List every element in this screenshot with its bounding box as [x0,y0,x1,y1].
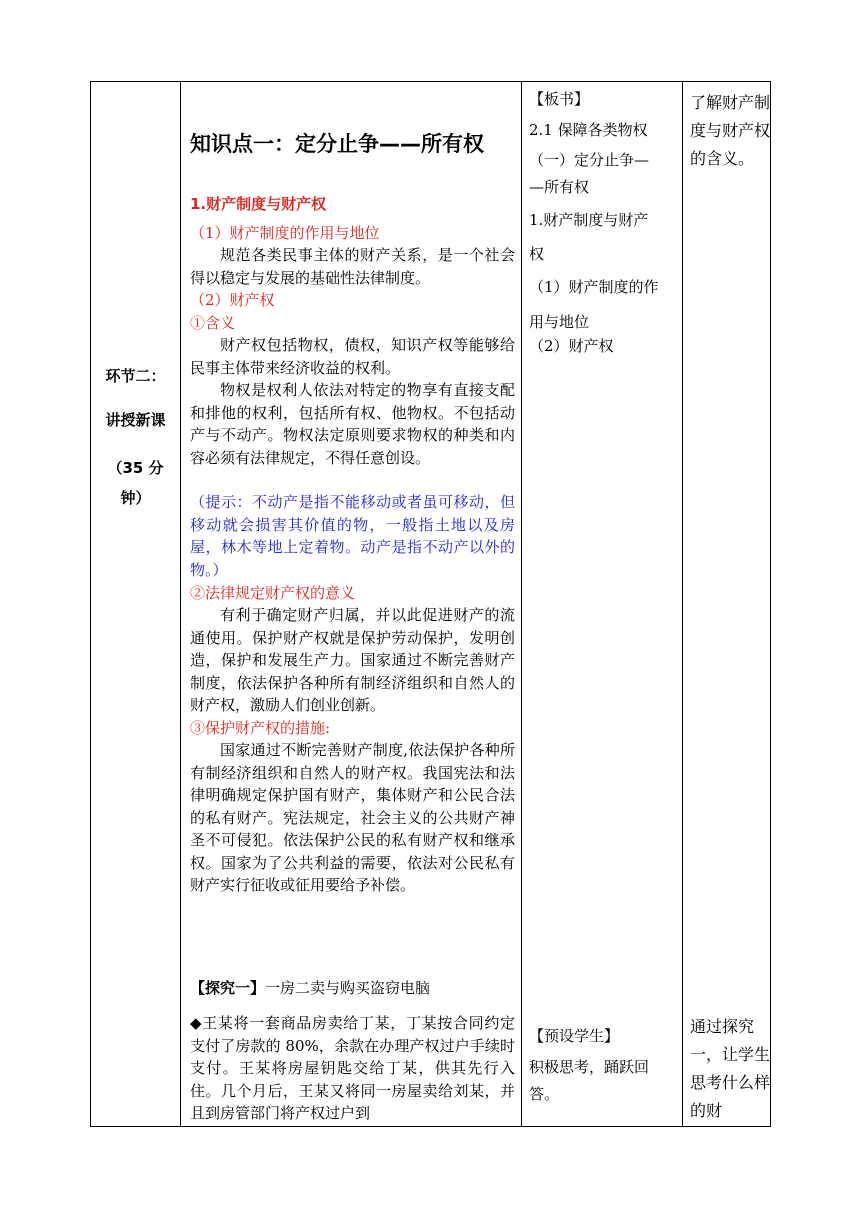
board-line-2a: （一）定分止争— [529,151,650,169]
explore-tag: 【探究一】 [190,979,266,997]
subheading-property-right: （2）财产权 [190,291,275,309]
board-tag: 【板书】 [529,90,590,108]
board-line-3b: 权 [529,245,545,263]
student-tag: 【预设学生】 [529,1027,620,1045]
section-title-wrap [91,410,180,430]
board-line-1: 2.1 保障各类物权 [529,121,648,139]
section-time-line1: （35 分 [107,459,164,477]
paragraph-meaning: 财产权包括物权，债权，知识产权等能够给民事主体带来经济收益的权利。 [190,336,515,377]
case-paragraph: ◆王某将一套商品房卖给丁某，丁某按合同约定支付了房款的 80%，余款在办理产权过户手续时支付。王某将房屋钥匙交给丁某，供其先行入住。几个月后，王某又将同一房屋卖给刘某，并且到房管部门将产权过户到 [190,1014,515,1122]
explore-heading [190,977,515,999]
paragraph-real-right: 物权是权利人依法对特定的物享有直接支配和排他的权利，包括所有权、他物权。不包括动产与不动产。物权法定原则要求物权的种类和内容必须有法律规定，不得任意创设。 [190,381,515,467]
goal-understand: 了解财产制度与财产权的含义。 [690,93,771,168]
student-line-b: 答。 [529,1085,560,1103]
board-line-3a: 1.财产制度与财产 [529,211,649,229]
paragraph-significance: 有利于确定财产归属，并以此促进财产的流通使用。保护财产权就是保护劳动保护，发明创造，保护和发展生产力。国家通过不断完善财产制度，依法保护各种所有制经济组织和自然人的财产权，激励人们创业创新。 [190,606,515,714]
item-significance: ②法律规定财产权的意义 [190,584,356,602]
section-cell [91,82,180,1126]
board-line-5: （2）财产权 [529,337,614,355]
section-title: 讲授新课 [105,411,166,429]
hint-paragraph: （提示：不动产是指不能移动或者虽可移动，但移动就会损害其价值的物，一般指土地以及房屋，林木等地上定着物。动产是指不动产以外的物。） [190,493,515,579]
explore-title: 一房二卖与购买盗窃电脑 [265,979,431,997]
board-cell [521,82,682,1126]
subheading-property-system: 1.财产制度与财产权 [190,195,327,213]
section-name: 环节二： [105,367,166,385]
paragraph-measures: 国家通过不断完善财产制度,依法保护各种所有制经济组织和自然人的财产权。我国宪法和法律明确规定保护国有财产，集体财产和公民合法的私有财产。宪法规定，社会主义的公共财产神圣不可侵犯。依法保护公民的私有财产权和继承权。国家为了公共利益的需要，依法对公民私有财产实行征收或征用要给予补偿。 [190,741,515,894]
lesson-plan-table [90,81,771,1127]
item-meaning: ①含义 [190,314,236,332]
goal-explore: 通过探究一，让学生思考什么样的财 [690,1017,771,1120]
subheading-role: （1）财产制度的作用与地位 [190,224,380,242]
section-label [91,366,180,386]
board-line-2b: —所有权 [529,178,590,196]
content-cell [180,82,521,1126]
board-line-4b: 用与地位 [529,313,590,331]
student-line-a: 积极思考，踊跃回 [529,1058,650,1076]
knowledge-heading: 知识点一：定分止争——所有权 [190,132,484,156]
goal-cell [682,82,772,1126]
item-measures: ③保护财产权的措施: [190,719,331,737]
section-time-wrap [91,458,180,508]
paragraph-role: 规范各类民事主体的财产关系，是一个社会得以稳定与发展的基础性法律制度。 [190,246,515,287]
board-line-4a: （1）财产制度的作 [529,278,659,296]
section-time-line2: 钟） [120,489,151,507]
